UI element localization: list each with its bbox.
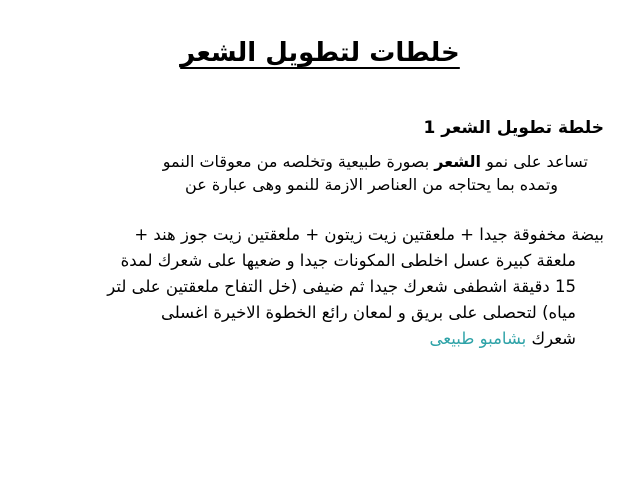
slide-title: خلطات لتطويل الشعر bbox=[180, 38, 460, 68]
recipe-line4: مياه) لتحصلى على بريق و لمعان رائع الخطوة الاخيرة اغسلى bbox=[160, 302, 576, 322]
intro-text-after: بصورة طبيعية وتخلصه من معوقات النمو bbox=[162, 152, 435, 171]
recipe-line5 bbox=[30, 326, 604, 352]
intro-line2: وتمده بما يحتاجه من العناصر الازمة للنمو وهى عبارة عن bbox=[185, 175, 558, 195]
intro-text-before: تساعد على نمو bbox=[481, 152, 588, 171]
recipe-line5-text: شعرك bbox=[526, 328, 576, 348]
recipe-subheading: خلطة تطويل الشعر 1 bbox=[423, 118, 604, 138]
intro-bold-word: الشعر bbox=[434, 152, 482, 171]
recipe-line3: 15 دقيقة اشطفى شعرك جيدا ثم ضيفى (خل التفاح ملعقتين على لتر bbox=[107, 276, 576, 296]
recipe-paragraph bbox=[30, 222, 604, 351]
shampoo-highlight: بشامبو طبيعى bbox=[429, 328, 527, 348]
intro-paragraph bbox=[30, 150, 604, 196]
recipe-line2: ملعقة كبيرة عسل اخلطى المكونات جيدا و ضعيها على شعرك لمدة bbox=[120, 250, 576, 270]
recipe-line1: بيضة مخفوقة جيدا + ملعقتين زيت زيتون + ملعقتين زيت جوز هند + bbox=[134, 225, 604, 244]
intro-line1 bbox=[163, 152, 588, 171]
